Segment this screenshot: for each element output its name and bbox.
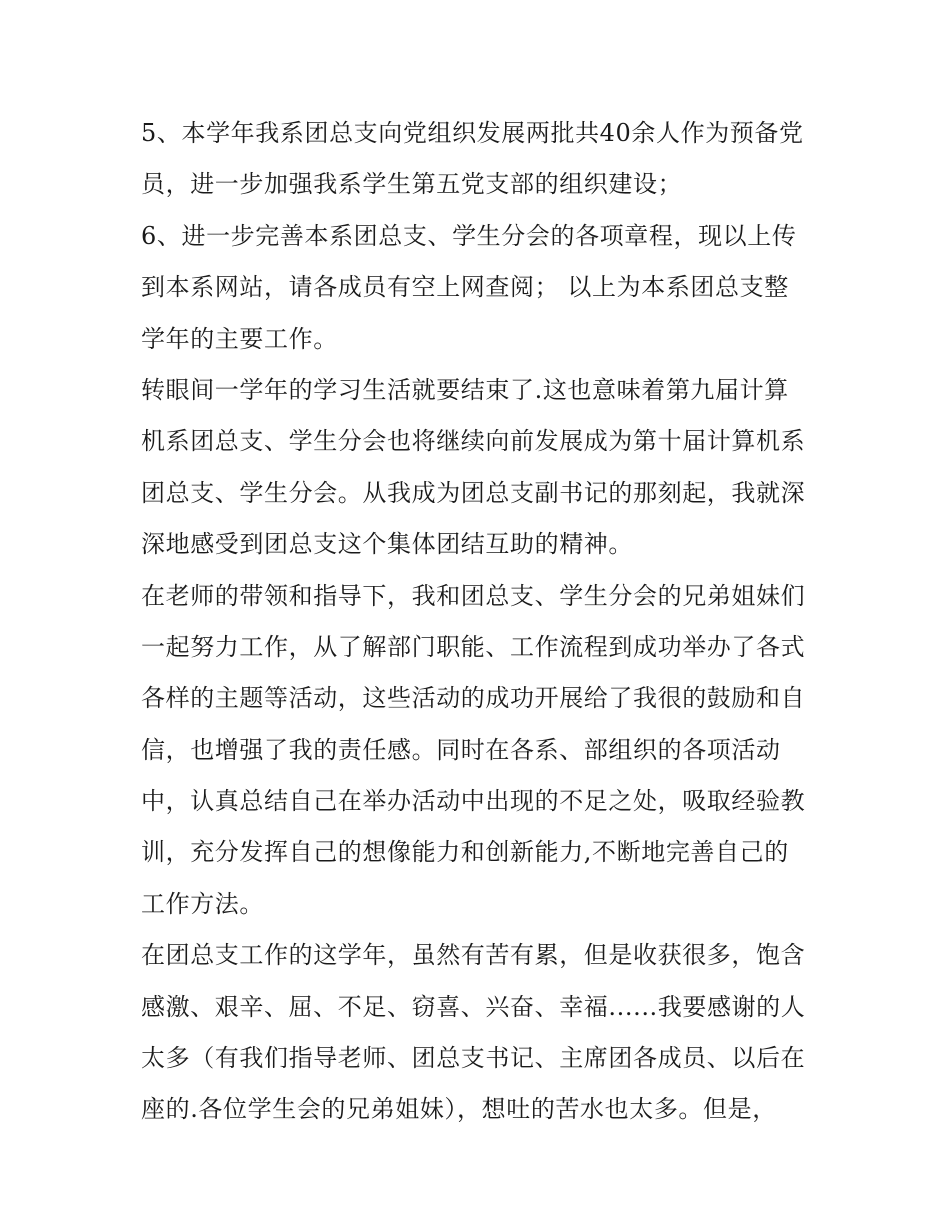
text-line: 感激、艰辛、屈、不足、窃喜、兴奋、幸福......我要感谢的人 <box>141 992 806 1021</box>
text-line: 5、本学年我系团总支向党组织发展两批共40余人作为预备党 <box>141 119 804 147</box>
text-line: 训，充分发挥自己的想像能力和创新能力,不断地完善自己的 <box>141 838 789 867</box>
text-line: 座的.各位学生会的兄弟姐妹），想吐的苦水也太多。但是， <box>141 1095 777 1124</box>
text-line: 在团总支工作的这学年，虽然有苦有累，但是收获很多，饱含 <box>141 941 806 970</box>
text-line: 信，也增强了我的责任感。同时在各系、部组织的各项活动 <box>141 735 781 764</box>
text-line: 团总支、学生分会。从我成为团总支副书记的那刻起，我就深 <box>141 478 806 507</box>
text-line: 6、进一步完善本系团总支、学生分会的各项章程，现以上传 <box>141 221 797 250</box>
text-line: 深地感受到团总支这个集体团结互助的精神。 <box>141 530 633 559</box>
text-line: 学年的主要工作。 <box>141 324 338 353</box>
text-line: 在老师的带领和指导下，我和团总支、学生分会的兄弟姐妹们 <box>141 581 806 610</box>
text-line: 机系团总支、学生分会也将继续向前发展成为第十届计算机系 <box>141 427 806 456</box>
text-line: 转眼间一学年的学习生活就要结束了.这也意味着第九届计算 <box>141 375 789 404</box>
text-line: 中，认真总结自己在举办活动中出现的不足之处，吸取经验教 <box>141 787 806 816</box>
text-line: 太多（有我们指导老师、团总支书记、主席团各成员、以后在 <box>141 1044 806 1073</box>
text-line: 工作方法。 <box>141 889 264 918</box>
text-line: 员，进一步加强我系学生第五党支部的组织建设； <box>141 170 683 199</box>
text-line: 各样的主题等活动，这些活动的成功开展给了我很的鼓励和自 <box>141 684 806 713</box>
document-body <box>141 108 813 1136</box>
text-line: 到本系网站，请各成员有空上网查阅； 以上为本系团总支整 <box>141 273 789 302</box>
text-line: 一起努力工作，从了解部门职能、工作流程到成功举办了各式 <box>141 632 806 661</box>
